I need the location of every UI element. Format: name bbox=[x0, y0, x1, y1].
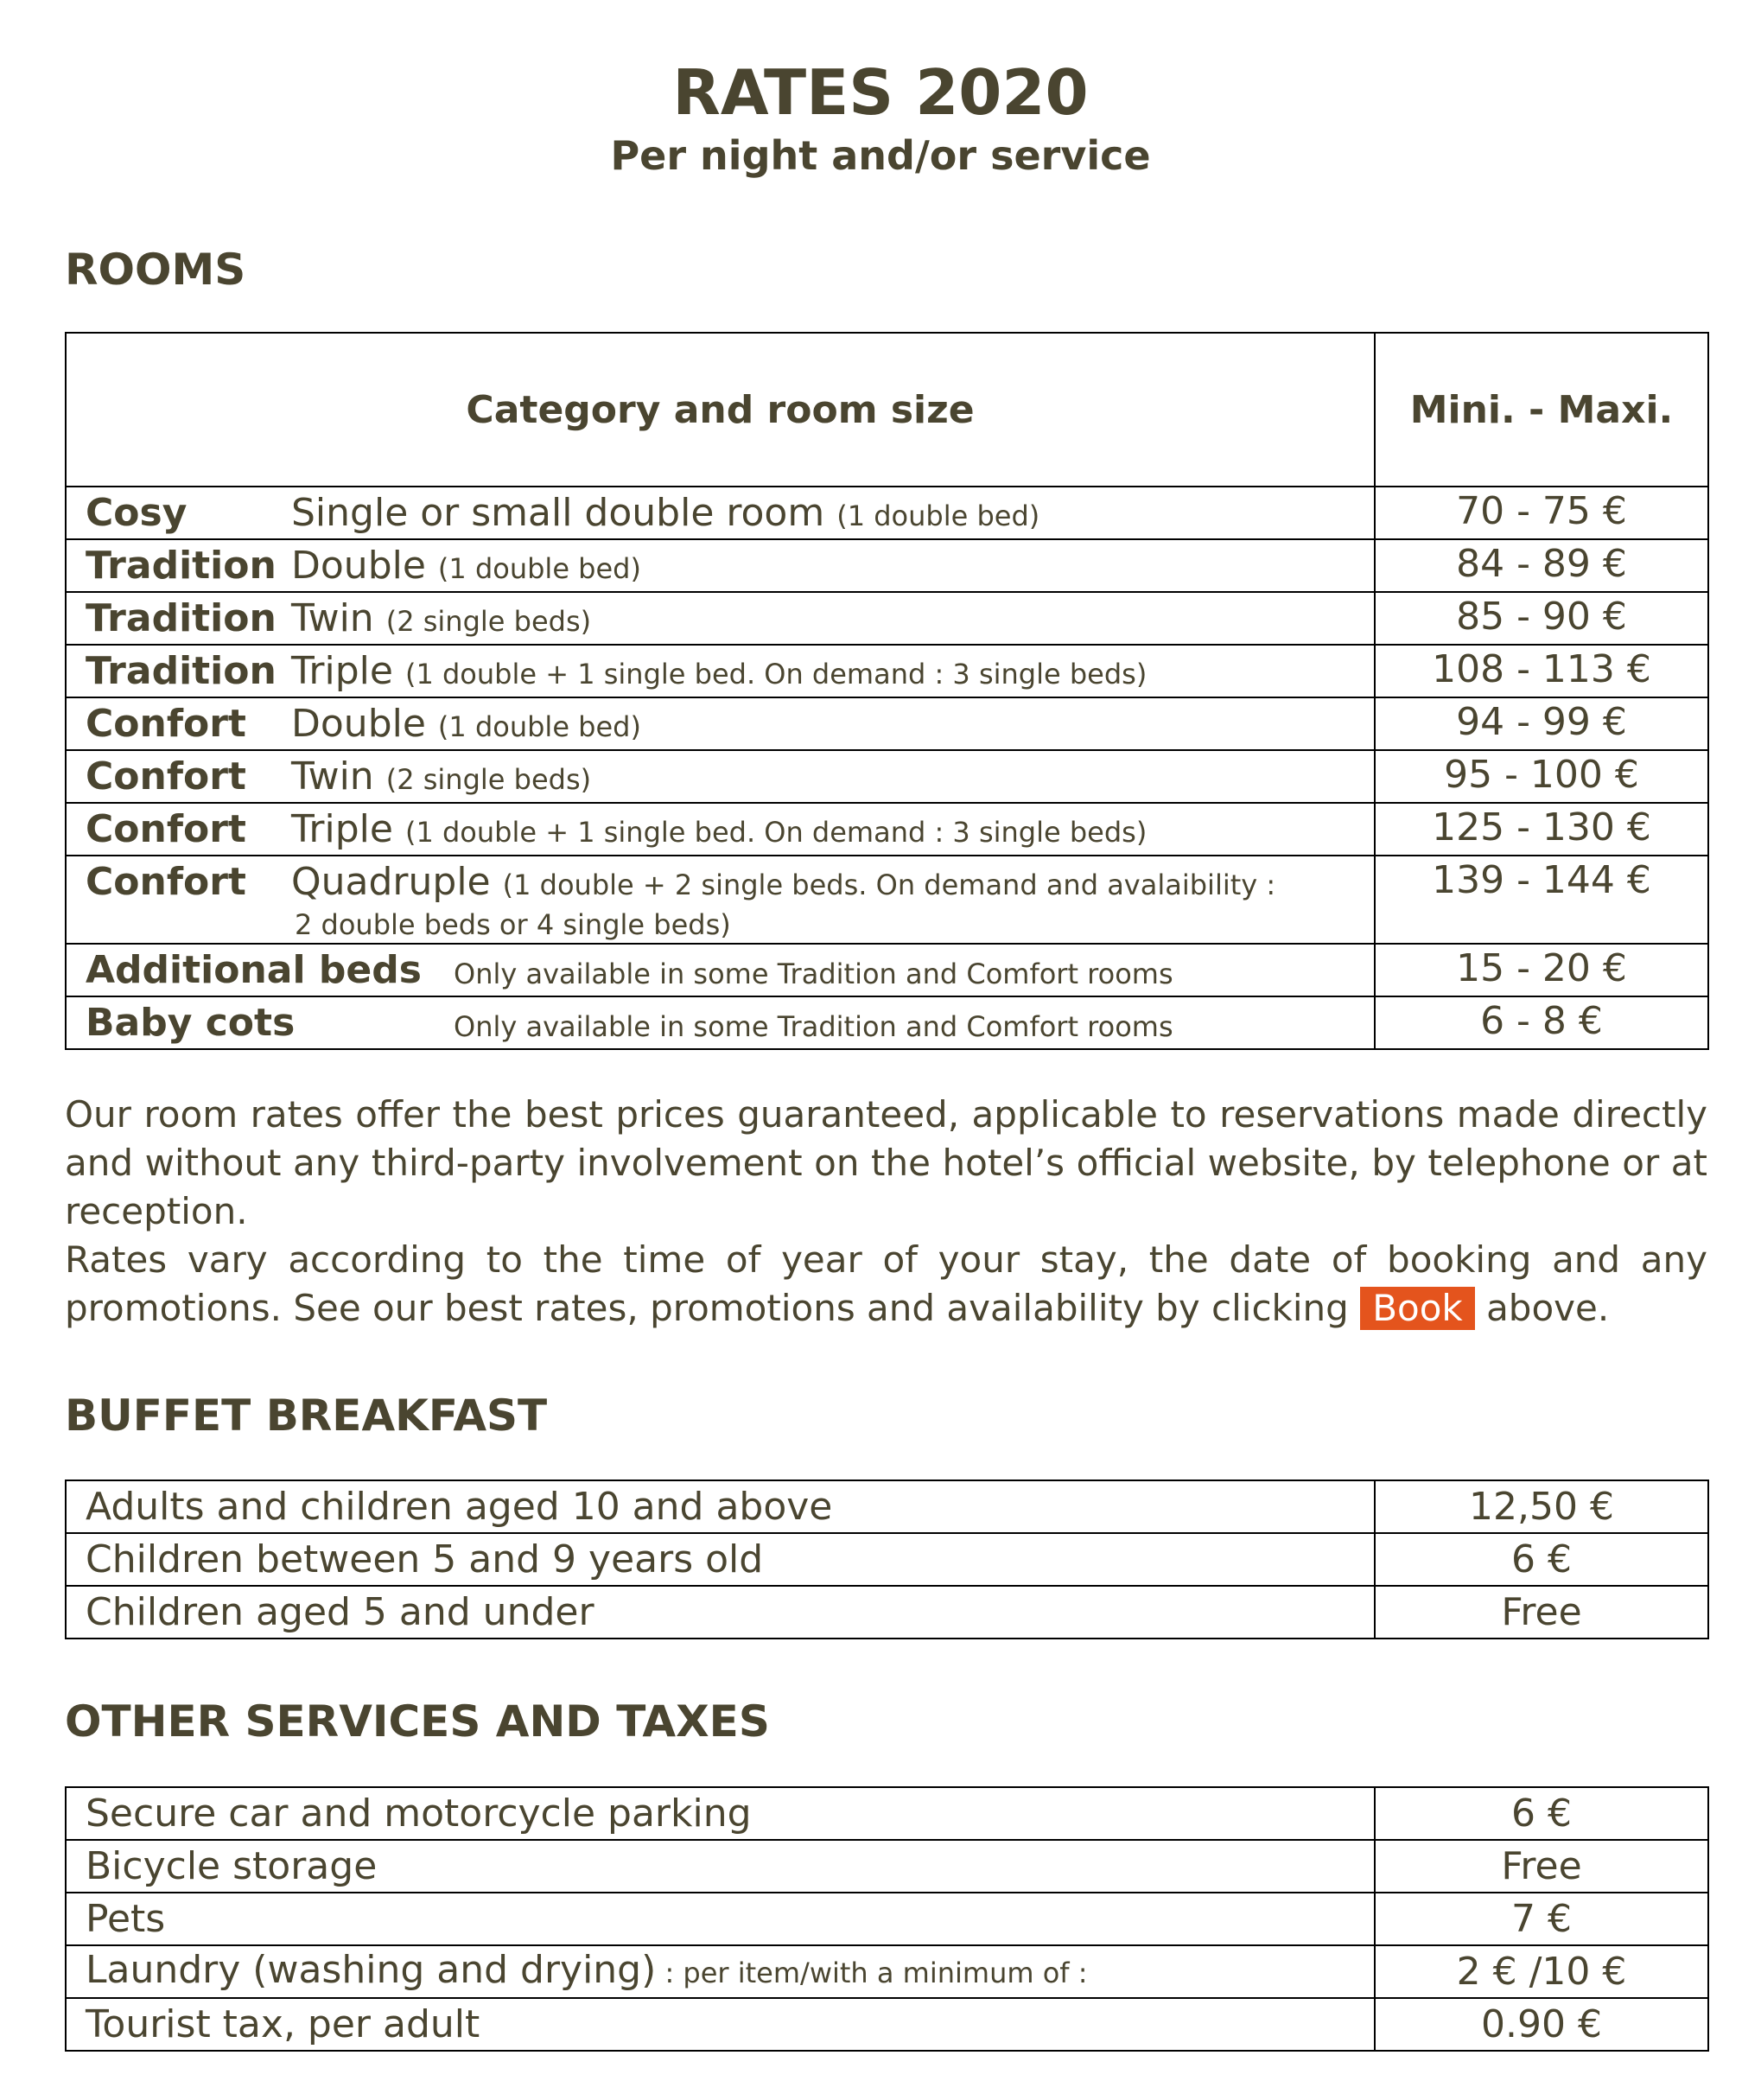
room-description bbox=[291, 489, 1363, 540]
service-price: 2 € /10 € bbox=[1375, 1945, 1708, 1998]
room-note: (2 single beds) bbox=[385, 605, 592, 638]
room-description bbox=[291, 595, 1363, 646]
breakfast-row bbox=[66, 1480, 1708, 1533]
breakfast-label: Children aged 5 and under bbox=[66, 1586, 1375, 1639]
room-description bbox=[291, 647, 1363, 698]
room-price: 84 - 89 € bbox=[1375, 539, 1708, 592]
room-row bbox=[66, 645, 1708, 697]
room-type: Quadruple bbox=[291, 860, 491, 904]
service-row bbox=[66, 1998, 1708, 2051]
extra-row bbox=[66, 996, 1708, 1049]
service-label: Tourist tax, per adult bbox=[66, 1998, 1375, 2051]
room-category: Cosy bbox=[86, 491, 188, 535]
column-header-price: Mini. - Maxi. bbox=[1375, 333, 1708, 487]
extra-price: 6 - 8 € bbox=[1375, 996, 1708, 1049]
room-type: Triple bbox=[291, 649, 393, 693]
room-row bbox=[66, 539, 1708, 592]
room-note: (2 single beds) bbox=[385, 763, 592, 796]
breakfast-table bbox=[65, 1480, 1709, 1639]
room-category: Tradition bbox=[86, 649, 277, 693]
breakfast-row bbox=[66, 1586, 1708, 1639]
service-note: : per item/with a minimum of : bbox=[656, 1957, 1088, 1989]
service-label: Bicycle storage bbox=[66, 1840, 1375, 1893]
breakfast-label: Adults and children aged 10 and above bbox=[66, 1480, 1375, 1533]
room-description bbox=[291, 805, 1363, 856]
info-paragraph: Our room rates offer the best prices guaranteed, applicable to reservations made directly and without any third-party involvement on the hotel’s official website, by telephone or at reception. bbox=[65, 1093, 1707, 1232]
room-description bbox=[291, 858, 1363, 940]
services-heading: OTHER SERVICES AND TAXES bbox=[65, 1696, 770, 1747]
breakfast-price: 6 € bbox=[1375, 1533, 1708, 1586]
room-note: (1 double bed) bbox=[836, 500, 1040, 532]
rates-info bbox=[65, 1091, 1707, 1333]
room-note: (1 double bed) bbox=[437, 552, 641, 585]
room-category: Tradition bbox=[86, 596, 277, 640]
room-category: Confort bbox=[86, 754, 246, 799]
breakfast-heading: BUFFET BREAKFAST bbox=[65, 1390, 548, 1441]
service-price: 0.90 € bbox=[1375, 1998, 1708, 2051]
extra-name: Baby cots bbox=[86, 1001, 296, 1045]
service-label: Secure car and motorcycle parking bbox=[66, 1787, 1375, 1840]
book-link[interactable]: Book bbox=[1360, 1287, 1475, 1330]
room-price: 139 - 144 € bbox=[1375, 856, 1708, 944]
room-description bbox=[291, 700, 1363, 751]
room-note: (1 double bed) bbox=[437, 710, 641, 743]
info-paragraph-book: Rates vary according to the time of year of your stay, the date of booking and any promotions. See our best rates, promotions and availability by clicking Book above. bbox=[65, 1238, 1707, 1329]
breakfast-price: Free bbox=[1375, 1586, 1708, 1639]
room-price: 108 - 113 € bbox=[1375, 645, 1708, 697]
room-category: Tradition bbox=[86, 544, 277, 588]
room-type: Double bbox=[291, 544, 426, 588]
service-price: 6 € bbox=[1375, 1787, 1708, 1840]
service-row bbox=[66, 1945, 1708, 1998]
rooms-header-row bbox=[66, 333, 1708, 487]
service-price: 7 € bbox=[1375, 1893, 1708, 1945]
service-row bbox=[66, 1893, 1708, 1945]
room-type: Twin bbox=[291, 596, 374, 640]
column-header-category: Category and room size bbox=[66, 333, 1375, 487]
service-price: Free bbox=[1375, 1840, 1708, 1893]
room-price: 125 - 130 € bbox=[1375, 803, 1708, 856]
room-note-continued: 2 double beds or 4 single beds) bbox=[295, 908, 731, 941]
extra-price: 15 - 20 € bbox=[1375, 944, 1708, 996]
room-row bbox=[66, 487, 1708, 539]
room-category: Confort bbox=[86, 702, 246, 746]
room-row bbox=[66, 803, 1708, 856]
page-subtitle: Per night and/or service bbox=[610, 132, 1151, 179]
extra-row bbox=[66, 944, 1708, 996]
extra-name: Additional beds bbox=[86, 948, 422, 992]
room-type: Twin bbox=[291, 754, 374, 799]
room-price: 85 - 90 € bbox=[1375, 592, 1708, 645]
room-row bbox=[66, 592, 1708, 645]
rooms-table bbox=[65, 332, 1709, 1050]
breakfast-price: 12,50 € bbox=[1375, 1480, 1708, 1533]
room-price: 70 - 75 € bbox=[1375, 487, 1708, 539]
page-title: RATES 2020 bbox=[672, 56, 1089, 129]
extra-note: Only available in some Tradition and Comfort rooms bbox=[454, 1010, 1173, 1043]
extra-note: Only available in some Tradition and Comfort rooms bbox=[454, 958, 1173, 990]
rooms-heading: ROOMS bbox=[65, 245, 246, 295]
room-description bbox=[291, 753, 1363, 804]
room-note: (1 double + 1 single bed. On demand : 3 single beds) bbox=[404, 816, 1148, 849]
room-category: Confort bbox=[86, 807, 246, 851]
breakfast-row bbox=[66, 1533, 1708, 1586]
services-table bbox=[65, 1786, 1709, 2052]
room-row bbox=[66, 697, 1708, 750]
room-type: Double bbox=[291, 702, 426, 746]
service-label: Laundry (washing and drying) : per item/with a minimum of : bbox=[66, 1945, 1375, 1998]
room-category: Confort bbox=[86, 860, 246, 904]
room-type: Single or small double room bbox=[291, 491, 825, 535]
room-row bbox=[66, 750, 1708, 803]
breakfast-label: Children between 5 and 9 years old bbox=[66, 1533, 1375, 1586]
service-label: Pets bbox=[66, 1893, 1375, 1945]
room-type: Triple bbox=[291, 807, 393, 851]
room-description bbox=[291, 542, 1363, 593]
room-note: (1 double + 2 single beds. On demand and avalaibility : bbox=[502, 869, 1276, 901]
service-row bbox=[66, 1840, 1708, 1893]
room-price: 94 - 99 € bbox=[1375, 697, 1708, 750]
service-row bbox=[66, 1787, 1708, 1840]
room-note: (1 double + 1 single bed. On demand : 3 single beds) bbox=[404, 658, 1148, 690]
room-price: 95 - 100 € bbox=[1375, 750, 1708, 803]
room-row bbox=[66, 856, 1708, 944]
